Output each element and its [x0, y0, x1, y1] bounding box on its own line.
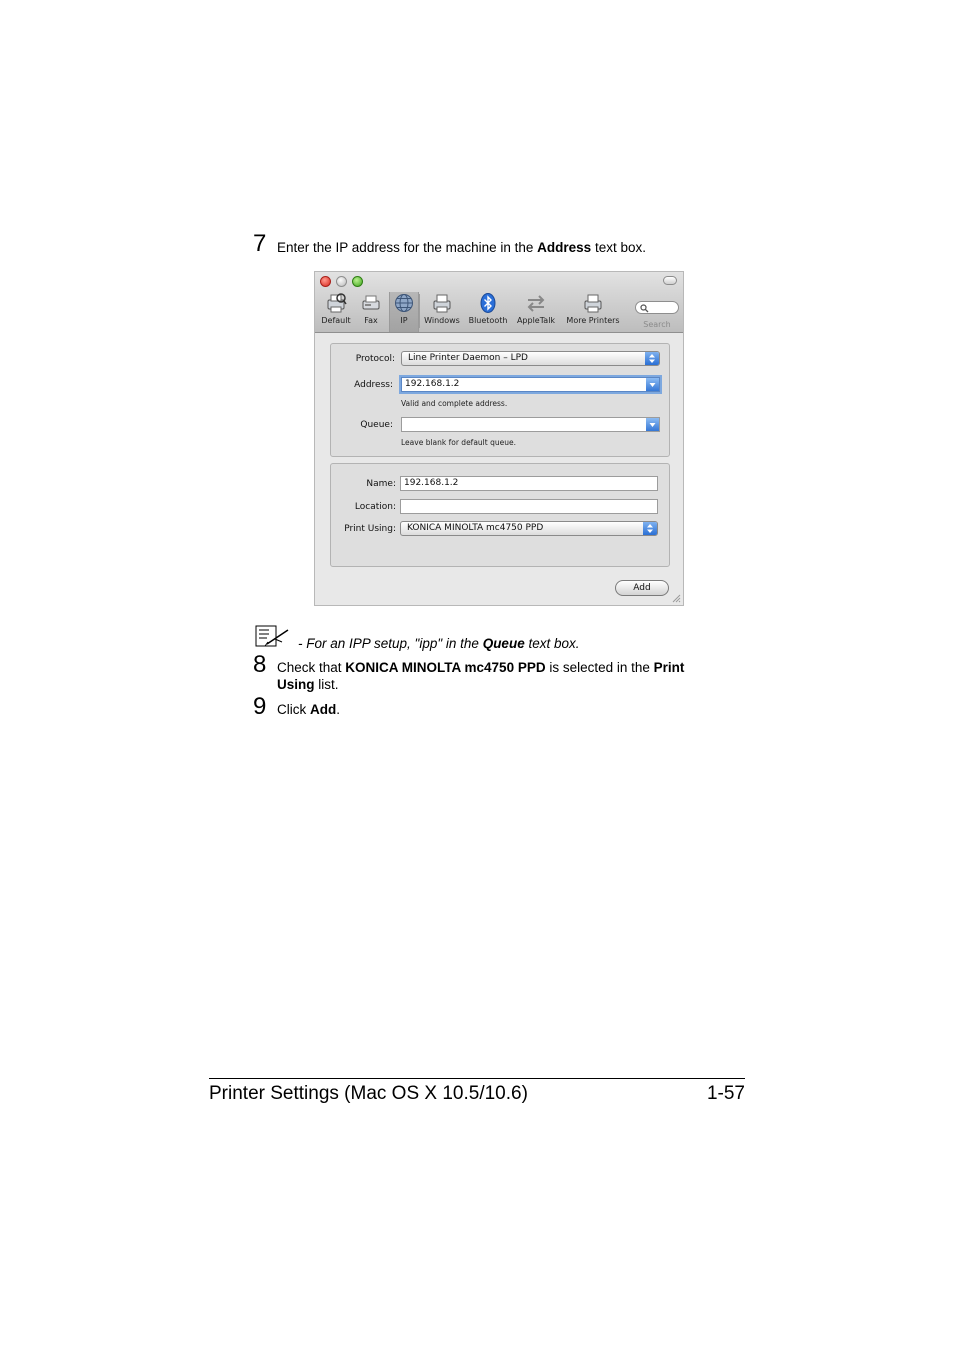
memo-pencil-icon: [255, 625, 291, 649]
queue-field[interactable]: [401, 417, 660, 432]
step-7-number: 7: [253, 230, 267, 257]
address-value: 192.168.1.2: [405, 379, 460, 389]
toolbar-item-fax-label: Fax: [364, 316, 378, 325]
popup-stepper: [645, 352, 659, 365]
chevron-down-icon: [646, 378, 659, 391]
protocol-label: Protocol:: [355, 354, 395, 364]
location-field[interactable]: [400, 499, 658, 514]
print-using-value: KONICA MINOLTA mc4750 PPD: [407, 523, 544, 533]
up-down-arrows-icon: [645, 352, 659, 365]
address-combo-button[interactable]: [646, 378, 659, 391]
fax-icon: [360, 292, 382, 314]
protocol-value: Line Printer Daemon – LPD: [408, 353, 528, 363]
footer-rule: [209, 1078, 745, 1079]
queue-combo-button[interactable]: [646, 418, 659, 431]
step-8-number: 8: [253, 651, 267, 678]
toolbar-separator: [419, 294, 420, 328]
queue-hint: Leave blank for default queue.: [401, 438, 516, 447]
popup-stepper: [643, 522, 657, 535]
note-text: - For an IPP setup, "ipp" in the Queue text box.: [298, 636, 580, 651]
add-button[interactable]: Add: [615, 580, 669, 596]
toolbar-item-more-printers[interactable]: [563, 292, 623, 332]
toolbar: [315, 272, 683, 333]
default-printer-icon: [325, 292, 347, 314]
queue-label: Queue:: [360, 420, 393, 430]
search-input[interactable]: [635, 301, 679, 314]
toolbar-item-windows-label: Windows: [424, 316, 460, 325]
toolbar-item-default-label: Default: [321, 316, 351, 325]
zoom-button[interactable]: [352, 276, 363, 287]
minimize-button[interactable]: [336, 276, 347, 287]
location-label: Location:: [354, 502, 396, 512]
name-field[interactable]: [400, 476, 658, 491]
protocol-popup[interactable]: [401, 351, 660, 366]
toolbar-item-appletalk-label: AppleTalk: [516, 316, 556, 325]
print-using-label: Print Using:: [344, 524, 396, 534]
search-label: Search: [643, 320, 671, 329]
toolbar-item-appletalk[interactable]: [514, 292, 558, 332]
page-number: 1-57: [706, 1083, 745, 1104]
toolbar-item-ip[interactable]: [389, 292, 419, 332]
windows-printer-icon: [431, 292, 453, 314]
resize-grip-icon[interactable]: [672, 594, 681, 603]
print-using-popup[interactable]: [400, 521, 658, 536]
toolbar-item-ip-label: IP: [400, 316, 408, 325]
step-9-number: 9: [253, 693, 267, 720]
address-label: Address:: [354, 380, 393, 390]
connection-group: [330, 343, 670, 457]
address-hint: Valid and complete address.: [401, 399, 508, 408]
step-8-text: Check that KONICA MINOLTA mc4750 PPD is selected in the Print Using list.: [277, 660, 685, 692]
globe-icon: [393, 292, 415, 314]
step-7-text: Enter the IP address for the machine in the Address text box.: [277, 240, 646, 255]
chevron-down-icon: [646, 418, 659, 431]
printer-info-group: [330, 463, 670, 567]
address-field[interactable]: [401, 377, 660, 392]
up-down-arrows-icon: [643, 522, 657, 535]
toolbar-item-windows[interactable]: [422, 292, 462, 332]
search-icon: [640, 304, 649, 313]
toolbar-item-bluetooth-label: Bluetooth: [468, 316, 508, 325]
more-printers-icon: [582, 292, 604, 314]
toolbar-item-default[interactable]: [319, 292, 353, 332]
footer-title: Printer Settings (Mac OS X 10.5/10.6): [209, 1083, 528, 1104]
bluetooth-icon: [477, 292, 499, 314]
step-9-text: Click Add.: [277, 702, 341, 717]
appletalk-arrows-icon: [525, 292, 547, 314]
name-value: 192.168.1.2: [404, 478, 459, 488]
toolbar-toggle-button[interactable]: [663, 276, 677, 285]
toolbar-item-bluetooth[interactable]: [467, 292, 509, 332]
name-label: Name:: [366, 479, 396, 489]
toolbar-item-more-printers-label: More Printers: [566, 316, 620, 325]
toolbar-item-fax[interactable]: [357, 292, 385, 332]
add-printer-dialog-screenshot: [314, 271, 684, 606]
close-button[interactable]: [320, 276, 331, 287]
